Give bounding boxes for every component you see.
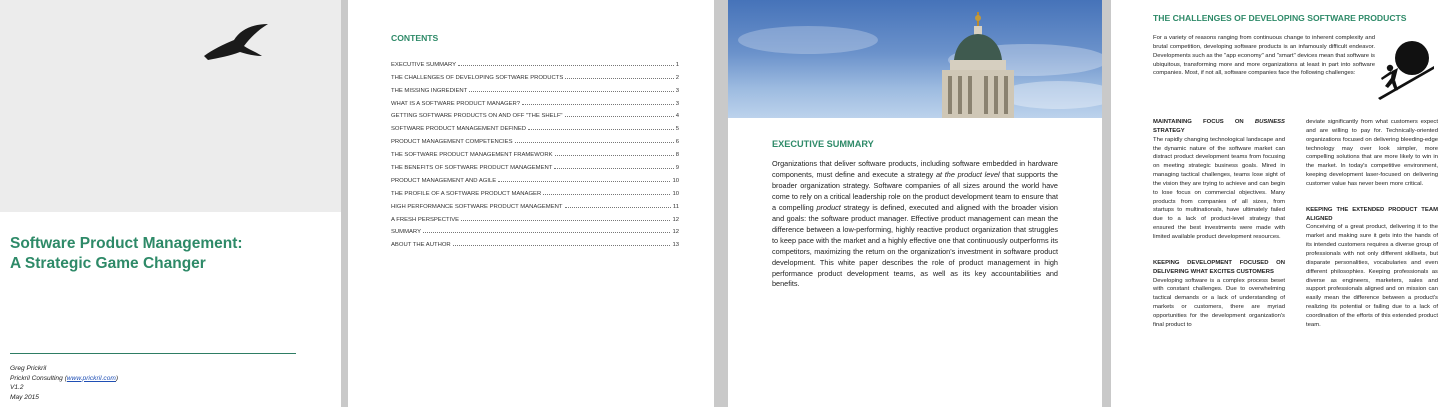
toc-entry-page: 11 xyxy=(672,203,679,210)
company-link[interactable]: www.prickril.com xyxy=(66,374,116,382)
title-line-1: Software Product Management: xyxy=(10,235,243,252)
toc-entry-page: 3 xyxy=(675,87,679,94)
toc-dot-leader xyxy=(554,168,673,169)
toc-entry-label: EXECUTIVE SUMMARY xyxy=(391,61,457,68)
toc-dot-leader xyxy=(461,220,670,221)
toc-entry[interactable] xyxy=(391,81,679,94)
toc-entry-page: 3 xyxy=(675,100,679,107)
toc-entry-label: SOFTWARE PRODUCT MANAGEMENT DEFINED xyxy=(391,126,527,133)
version: V1.2 xyxy=(10,384,24,392)
toc-dot-leader xyxy=(515,142,674,143)
toc-entry[interactable] xyxy=(391,132,679,145)
boulder-pushing-icon xyxy=(1374,38,1436,100)
toc-dot-leader xyxy=(528,129,674,130)
author-name: Greg Prickril xyxy=(10,365,47,372)
toc-entry-label: A FRESH PERSPECTIVE xyxy=(391,216,460,223)
toc-entry-page: 2 xyxy=(675,74,679,81)
toc-entry-page: 1 xyxy=(675,61,679,68)
toc-entry[interactable] xyxy=(391,55,679,68)
title-part-b: STRATEGY xyxy=(1153,127,1185,134)
toc-entry[interactable] xyxy=(391,68,679,81)
toc-dot-leader xyxy=(565,116,674,117)
section-title-customer-focus: KEEPING DEVELOPMENT FOCUSED ON DELIVERING WHAT EXCITES CUSTOMERS xyxy=(1153,259,1285,275)
toc-entry[interactable] xyxy=(391,107,679,120)
toc-entry-label: PRODUCT MANAGEMENT AND AGILE xyxy=(391,177,497,184)
toc-dot-leader xyxy=(423,232,670,233)
document-title xyxy=(10,234,243,274)
date: May 2015 xyxy=(10,393,39,401)
bird-silhouette xyxy=(0,0,341,212)
toc-entry[interactable] xyxy=(391,235,679,248)
cover-meta xyxy=(10,364,118,402)
toc-dot-leader xyxy=(543,194,670,195)
toc-dot-leader xyxy=(469,91,673,92)
company-line xyxy=(10,374,118,384)
column-left xyxy=(1153,118,1285,330)
body-italic-1: at the product level xyxy=(936,169,1000,179)
toc-entry-label: THE SOFTWARE PRODUCT MANAGEMENT FRAMEWORK xyxy=(391,152,553,159)
toc-dot-leader xyxy=(565,207,671,208)
column-right xyxy=(1306,118,1438,330)
toc-entry[interactable] xyxy=(391,94,679,107)
toc-entry-page: 13 xyxy=(672,242,679,249)
toc-entry-label: SUMMARY xyxy=(391,229,422,236)
body-part-2: that supports the broader organization strategy. Software companies of all sizes around the world have come to rely on a critical leadership role on the product development team to ensure that a compelling xyxy=(772,169,1058,212)
toc-entry[interactable] xyxy=(391,145,679,158)
body-italic-2: product xyxy=(816,202,841,212)
toc-dot-leader xyxy=(565,78,673,79)
company-prefix: Prickril Consulting ( xyxy=(10,374,67,382)
toc-entry-label: THE BENEFITS OF SOFTWARE PRODUCT MANAGEMENT xyxy=(391,165,553,172)
toc-entry-page: 10 xyxy=(672,177,679,184)
company-suffix: ) xyxy=(115,374,119,382)
title-part-italic: BUSINESS xyxy=(1254,119,1285,125)
toc-entry-page: 10 xyxy=(672,190,679,197)
body-part-3: strategy is defined, executed and aligned with the broader vision and goals: the software product manager. Effective product management can mean the difference between a low-performing, highly reactive product organization that struggles to keep pace with the market and a highly effective one that continuously outperforms its competitors, maximizing the return on the organization's investment in software product development. This white paper describes the role of product management in high performance product development teams, as well as its key accountabilities and benefits. xyxy=(772,202,1058,289)
toc-dot-leader xyxy=(458,65,674,66)
executive-summary-heading: EXECUTIVE SUMMARY xyxy=(772,139,874,149)
section-body-customer-focus: Developing software is a complex process beset with constant challenges. Due to overwhelming tactical demands or a lack of understanding of markets or customers, there are myriad opportunities for the development organization's final product to xyxy=(1153,277,1285,328)
section-title-team-aligned: KEEPING THE EXTENDED PRODUCT TEAM ALIGNED xyxy=(1306,206,1438,222)
toc-entry[interactable] xyxy=(391,210,679,223)
toc-entry[interactable] xyxy=(391,119,679,132)
executive-summary-page xyxy=(728,0,1102,407)
title-part-a: MAINTAINING FOCUS ON xyxy=(1153,119,1255,125)
challenges-intro: For a variety of reasons ranging from continuous change to inherent complexity and brutal competition, developing software products is an infamously difficult endeavor. Developments such as the "app economy" and "smart" devices mean that software is ubiquitous, transforming more and more organizations at least in part into software companies. Most, if not all, software companies face the following challenges: xyxy=(1153,35,1375,77)
body-part-1: Organizations that deliver software products, including software embedded in hardware components, must define and execute a strategy xyxy=(772,159,1058,179)
toc-entry-label: ABOUT THE AUTHOR xyxy=(391,242,451,249)
toc-entry-label: WHAT IS A SOFTWARE PRODUCT MANAGER? xyxy=(391,100,521,107)
dome-photo xyxy=(728,0,1102,118)
title-line-2: A Strategic Game Changer xyxy=(10,255,206,272)
toc-dot-leader xyxy=(453,245,671,246)
toc-entry-page: 4 xyxy=(675,113,679,120)
contents-heading: CONTENTS xyxy=(391,33,439,43)
challenges-page xyxy=(1111,0,1444,407)
toc-entry-label: THE PROFILE OF A SOFTWARE PRODUCT MANAGER xyxy=(391,190,542,197)
toc-entry-page: 6 xyxy=(675,139,679,146)
toc-entry-label: GETTING SOFTWARE PRODUCTS ON AND OFF "THE SHELF" xyxy=(391,113,563,120)
toc-dot-leader xyxy=(522,104,674,105)
toc-entry[interactable] xyxy=(391,158,679,171)
section-body-team-aligned: Conceiving of a great product, delivering it to the market and making sure it gets into the hands of its intended customers requires a diverse group of professionals with not only different skillsets, but disparate personalities, vocabularies and even different philosophies. Keeping professionals as diverse as engineers, marketers, sales and support professionals aligned and on mission can easily mean the difference between a product's realizing its potential or failing due to a lack of coordination of the efforts of this extended product team. xyxy=(1306,224,1438,328)
section-body-business-strategy: The rapidly changing technological landscape and the dynamic nature of the software market can distract product development teams from focusing on meeting strategic business goals. Mired in managing tactical challenges, teams lose sight of the vision they are trying to achieve and can begin to lose focus on commercial objectives. Many products from companies of all sizes, from startups to multinationals, have ultimately failed due to a lack of product-level strategy that ensured the best investments were made with limited available product development resources. xyxy=(1153,136,1285,240)
table-of-contents xyxy=(391,55,679,248)
contents-page xyxy=(348,0,714,407)
cover-page xyxy=(0,0,341,407)
challenges-heading: THE CHALLENGES OF DEVELOPING SOFTWARE PRODUCTS xyxy=(1153,13,1407,23)
divider xyxy=(10,353,296,354)
cover-photo-bird xyxy=(0,0,341,212)
toc-entry-label: THE CHALLENGES OF DEVELOPING SOFTWARE PRODUCTS xyxy=(391,74,564,81)
section-title-business-strategy xyxy=(1153,118,1285,136)
toc-entry[interactable] xyxy=(391,197,679,210)
executive-summary-body xyxy=(772,159,1058,290)
toc-entry-label: THE MISSING INGREDIENT xyxy=(391,87,468,94)
toc-dot-leader xyxy=(498,181,670,182)
toc-entry-label: HIGH PERFORMANCE SOFTWARE PRODUCT MANAGEMENT xyxy=(391,203,563,210)
toc-entry-page: 12 xyxy=(672,216,679,223)
toc-dot-leader xyxy=(555,155,674,156)
toc-entry[interactable] xyxy=(391,223,679,236)
toc-entry-page: 8 xyxy=(675,152,679,159)
toc-entry-label: PRODUCT MANAGEMENT COMPETENCIES xyxy=(391,139,513,146)
section-body-customer-focus-cont: deviate significantly from what customers expect and are willing to pay for. Technically-oriented organizations focused on delivering bleeding-edge technology may over look simpler, more compelling solutions that are more likely to win in the market. In today's competitive environment, keeping development laser-focused on delivering customer value has never been more critical. xyxy=(1306,119,1438,187)
toc-entry-page: 9 xyxy=(675,165,679,172)
dome-building-image xyxy=(728,0,1102,118)
toc-entry-page: 12 xyxy=(672,229,679,236)
toc-entry-page: 5 xyxy=(675,126,679,133)
toc-entry[interactable] xyxy=(391,184,679,197)
toc-entry[interactable] xyxy=(391,171,679,184)
